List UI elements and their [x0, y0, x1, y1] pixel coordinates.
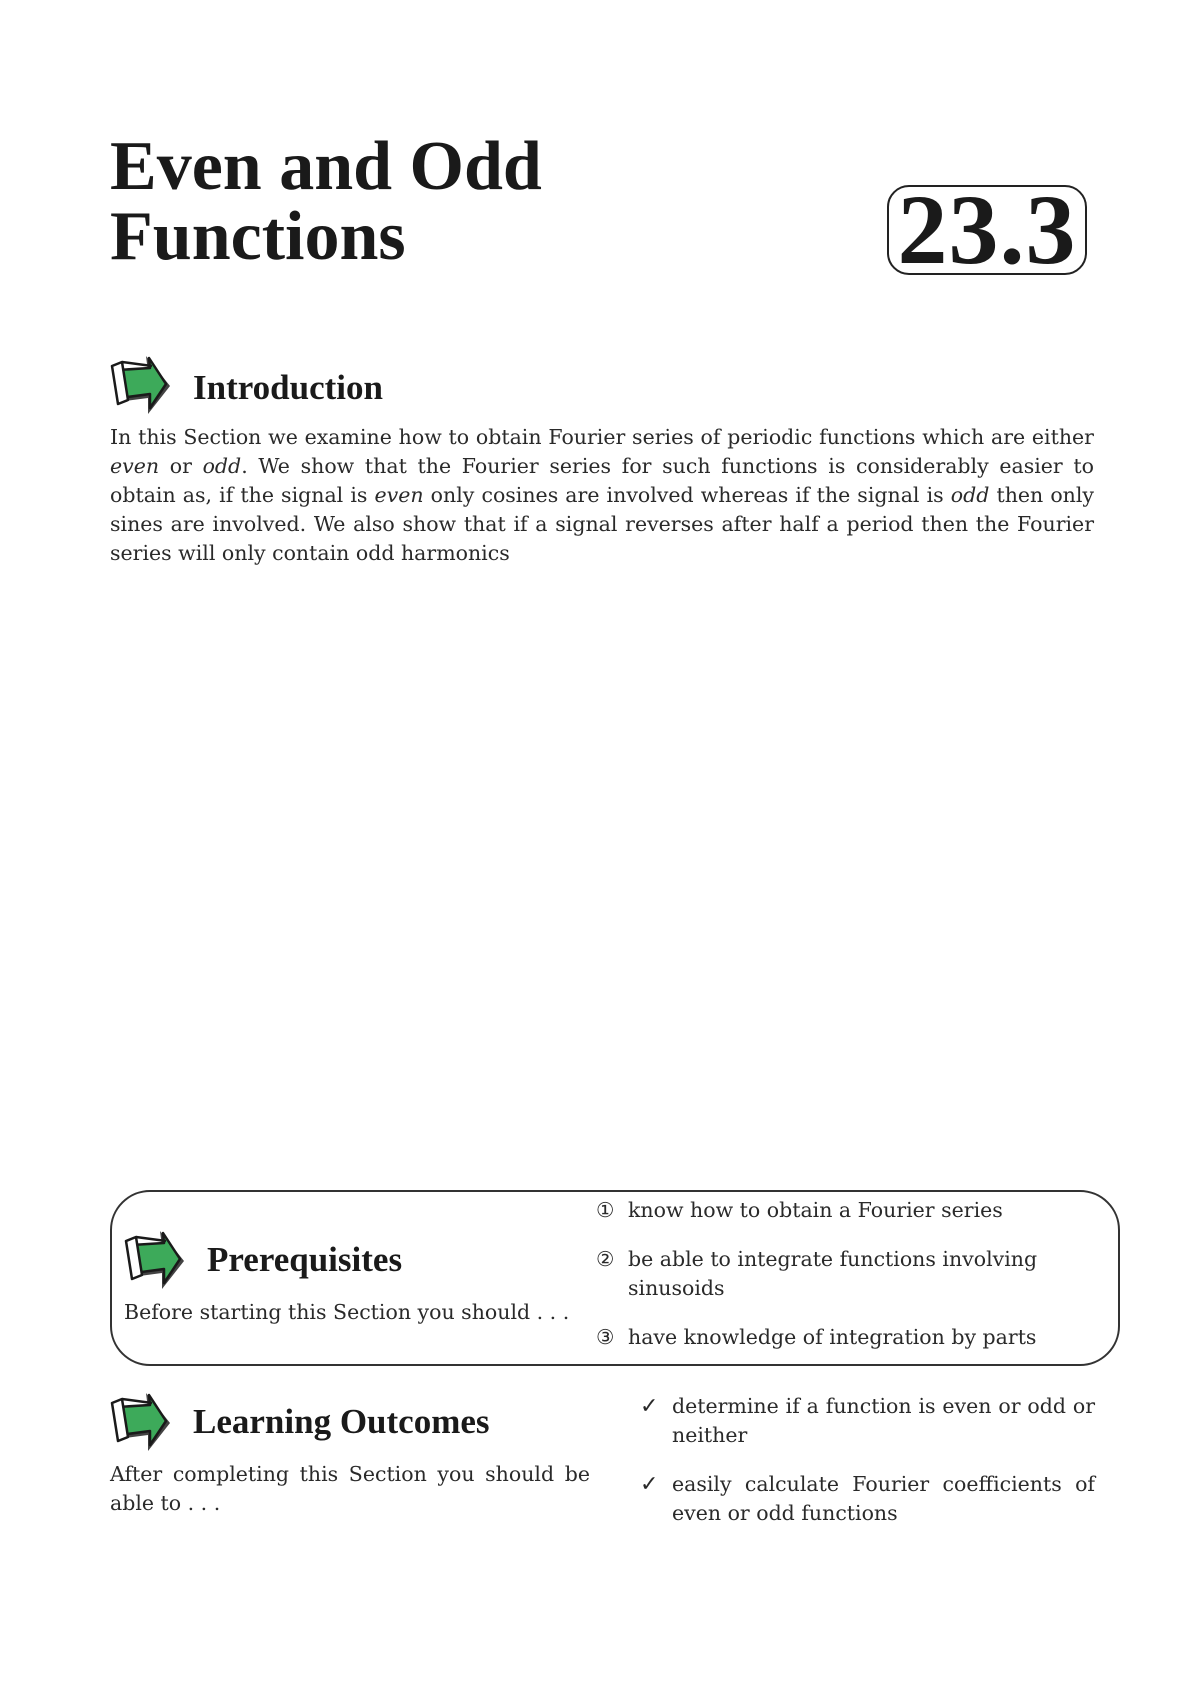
- list-item-text: determine if a function is even or odd or neither: [672, 1394, 1095, 1447]
- list-item-text: have knowledge of integration by parts: [628, 1325, 1037, 1349]
- intro-text-part: then only sines are involved. We also show that if a signal reverses after half a period then the Fourier series will only contain odd harmonics: [110, 483, 1095, 565]
- check-icon: ✓: [640, 1394, 659, 1419]
- prerequisites-list: [596, 1196, 1076, 1352]
- circled-number-marker: ①: [596, 1198, 615, 1222]
- title-line-2: Functions: [110, 198, 406, 275]
- green-arrow-icon: [108, 1389, 172, 1455]
- prerequisites-heading: Prerequisites: [207, 1240, 403, 1279]
- list-item-text: be able to integrate functions involving sinusoids: [628, 1247, 1038, 1300]
- list-item: [596, 1196, 1076, 1225]
- intro-em-even: even: [374, 483, 424, 507]
- intro-em-odd: odd: [950, 483, 990, 507]
- introduction-text: [110, 423, 1094, 568]
- learning-outcomes-heading: Learning Outcomes: [193, 1402, 490, 1441]
- intro-em-even: even: [110, 454, 160, 478]
- introduction-heading: Introduction: [193, 368, 383, 407]
- prerequisites-lead: Before starting this Section you should . . .: [124, 1300, 570, 1324]
- intro-text-part: . We show that the Fourier series for such functions is considerably easier to obtain as, if the signal is: [110, 454, 1094, 507]
- learning-outcomes-lead: After completing this Section you should be able to . . .: [110, 1462, 590, 1515]
- list-item-text: easily calculate Fourier coefficients of even or odd functions: [672, 1472, 1095, 1525]
- section-number-badge: 23.3: [887, 185, 1087, 275]
- list-item-text: know how to obtain a Fourier series: [628, 1198, 1003, 1222]
- learning-outcomes-list: [640, 1392, 1095, 1528]
- list-item: [596, 1323, 1076, 1352]
- page-title: [110, 128, 542, 275]
- list-item: [596, 1245, 1048, 1303]
- circled-number-marker: ③: [596, 1325, 615, 1349]
- intro-text-part: only cosines are involved whereas if the signal is: [423, 483, 951, 507]
- check-icon: ✓: [640, 1472, 659, 1497]
- list-item: [640, 1392, 1095, 1450]
- green-arrow-icon: [108, 352, 172, 418]
- intro-text-part: In this Section we examine how to obtain Fourier series of periodic functions which are either: [110, 425, 1094, 449]
- intro-em-odd: odd: [202, 454, 242, 478]
- circled-number-marker: ②: [596, 1247, 615, 1271]
- green-arrow-icon: [122, 1227, 186, 1293]
- list-item: [640, 1470, 1095, 1528]
- title-line-1: Even and Odd: [110, 128, 542, 205]
- intro-text-part: or: [159, 454, 203, 478]
